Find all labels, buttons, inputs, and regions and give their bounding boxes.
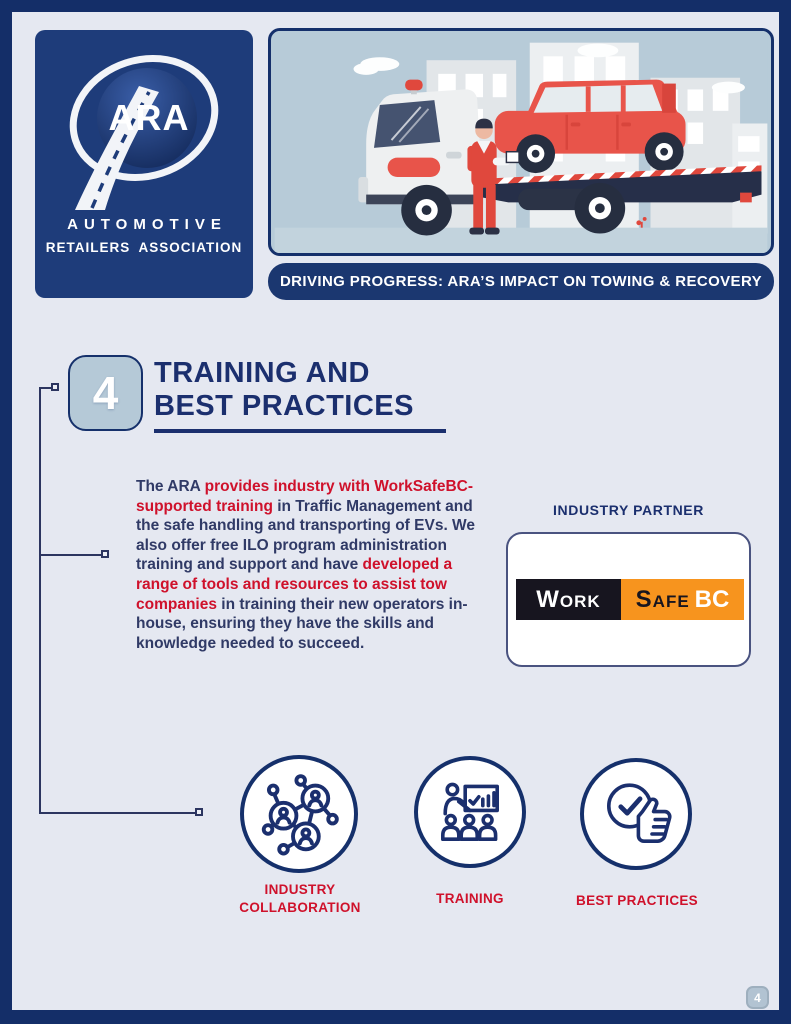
industry-partner-label: INDUSTRY PARTNER — [553, 502, 704, 518]
worksafebc-safe-text: Safe — [635, 585, 690, 613]
connector-vertical-line — [39, 388, 41, 814]
worksafebc-logo — [516, 579, 744, 620]
training-circle — [414, 756, 526, 868]
section-number-box — [68, 355, 143, 431]
section-title-line2: BEST PRACTICES — [154, 390, 414, 422]
best-practices-circle — [580, 758, 692, 870]
page-number: 4 — [754, 990, 761, 1005]
connector-node-2 — [101, 550, 109, 558]
thumbs-up-check-icon — [596, 774, 676, 854]
tow-truck-illustration — [271, 31, 771, 253]
worksafebc-bc-text: BC — [694, 585, 730, 613]
section-title-line1: TRAINING AND — [154, 357, 370, 389]
best-practices-label: BEST PRACTICES — [576, 893, 698, 908]
section-title — [154, 357, 414, 423]
ara-acronym: ARA — [108, 97, 190, 138]
title-underline — [154, 429, 446, 433]
page-number-badge — [746, 986, 769, 1009]
network-collaboration-icon — [256, 771, 342, 857]
worksafebc-logo-work-segment — [516, 579, 621, 620]
connector-branch-2 — [39, 554, 103, 556]
connector-node-1 — [51, 383, 59, 391]
org-name-line2: RETAILERS ASSOCIATION — [45, 240, 243, 255]
worksafebc-logo-safebc-segment — [621, 579, 744, 620]
worksafebc-card — [506, 532, 751, 667]
road — [275, 228, 768, 253]
connector-node-3 — [195, 808, 203, 816]
banner — [268, 263, 774, 300]
tow-truck-illustration-panel — [268, 28, 774, 256]
ara-logo-box — [35, 30, 253, 298]
connector-branch-3 — [39, 812, 197, 814]
worksafebc-work-text: Work — [536, 585, 601, 613]
industry-collaboration-circle — [240, 755, 358, 873]
training-presentation-icon — [430, 772, 510, 852]
training-label: TRAINING — [436, 891, 504, 906]
org-name-line1: AUTOMOTIVE — [67, 216, 227, 233]
section-number: 4 — [92, 367, 119, 419]
industry-collaboration-label: INDUSTRY COLLABORATION — [239, 882, 361, 915]
banner-text: DRIVING PROGRESS: ARA’S IMPACT ON TOWING & RECOVERY — [279, 273, 763, 290]
ara-globe-road-icon — [59, 40, 229, 218]
body-paragraph: The ARA provides industry with WorkSafeBC-supported training in Traffic Management and the safe handling and transporting of EVs. We also offer free ILO program administration training and support and have developed a range of tools and resources to assist tow companies in training their new operators in-house, ensuring they have the skills and knowledge needed to succeed. — [136, 478, 476, 652]
